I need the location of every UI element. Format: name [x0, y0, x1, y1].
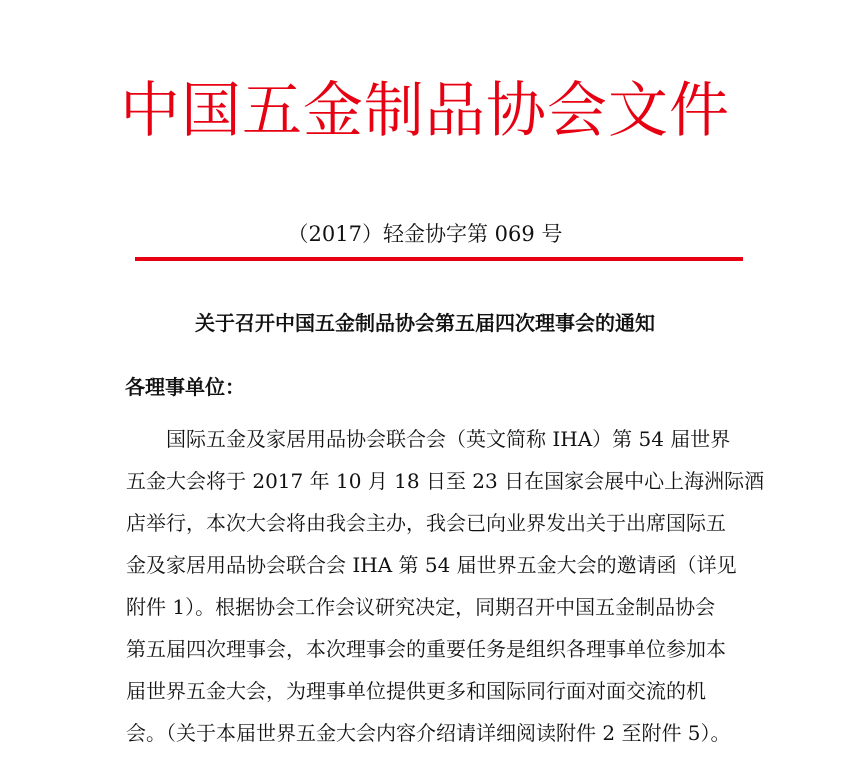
- document-masthead: 中国五金制品协会文件: [120, 76, 730, 146]
- body-text-line: 第五届四次理事会，本次理事会的重要任务是组织各理事单位参加本: [126, 637, 726, 661]
- notice-title: 关于召开中国五金制品协会第五届四次理事会的通知: [195, 311, 655, 335]
- salutation: 各理事单位：: [125, 375, 245, 399]
- body-text-line: 国际五金及家居用品协会联合会（英文简称 IHA）第 54 届世界: [166, 427, 731, 451]
- body-text-line: 附件 1）。根据协会工作会议研究决定，同期召开中国五金制品协会: [126, 595, 716, 619]
- body-text-line: 店举行，本次大会将由我会主办，我会已向业界发出关于出席国际五: [126, 511, 726, 535]
- body-text-line: 金及家居用品协会联合会 IHA 第 54 届世界五金大会的邀请函（详见: [126, 553, 737, 577]
- document-number: （2017）轻金协字第 069 号: [287, 222, 563, 246]
- body-text-line: 届世界五金大会，为理事单位提供更多和国际同行面对面交流的机: [126, 679, 706, 703]
- body-text-line: 会。（关于本届世界五金大会内容介绍请详细阅读附件 2 至附件 5）。: [126, 721, 731, 745]
- body-text-line: 五金大会将于 2017 年 10 月 18 日至 23 日在国家会展中心上海洲际酒: [126, 469, 765, 493]
- red-separator-rule: [135, 257, 743, 261]
